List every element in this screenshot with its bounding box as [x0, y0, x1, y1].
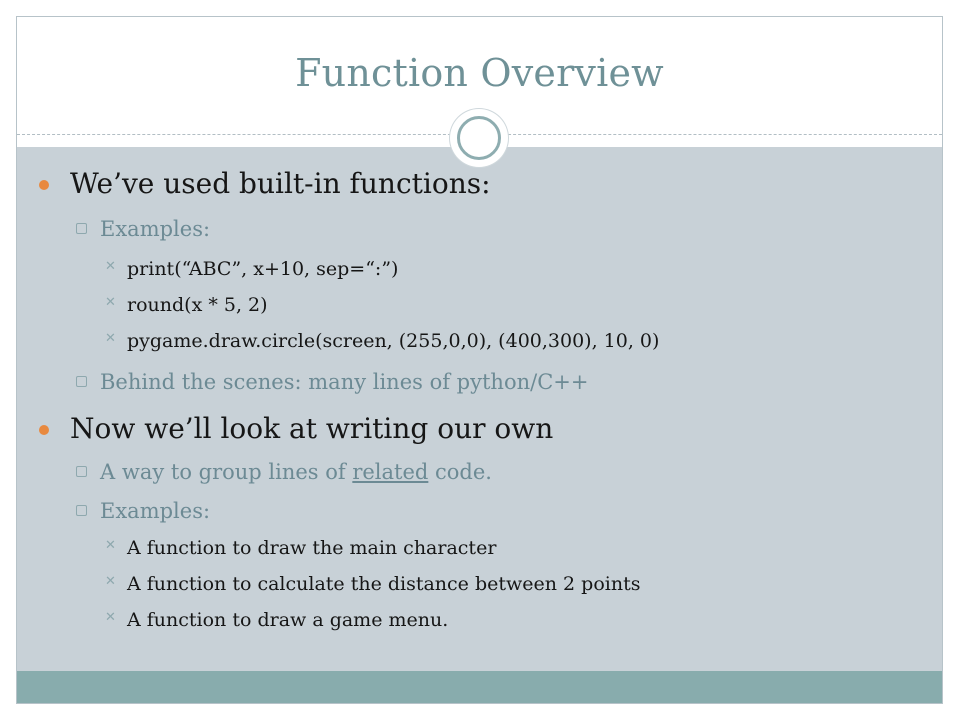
sub-bullet-text-end: code. — [428, 460, 492, 484]
example-text: A function to draw a game menu. — [127, 609, 449, 631]
x-bullet-icon: ✕ — [105, 538, 116, 553]
slide-title: Function Overview — [295, 51, 664, 95]
x-bullet-icon: ✕ — [105, 259, 116, 274]
bullet-dot-icon — [39, 425, 49, 435]
sub-bullet-examples — [100, 217, 210, 241]
example-item — [105, 537, 497, 559]
footer-bar — [17, 671, 942, 704]
example-text: print(“ABC”, x+10, sep=“:”) — [127, 258, 399, 280]
x-bullet-icon: ✕ — [105, 610, 116, 625]
example-item — [105, 573, 641, 595]
sub-bullet-group-lines — [100, 460, 492, 484]
sub-bullet-text: Behind the scenes: many lines of python/C++ — [100, 370, 589, 394]
bullet-writing-our-own — [70, 412, 553, 445]
sub-bullet-text: Examples: — [100, 217, 211, 241]
example-item — [105, 258, 399, 280]
bullet-text: Now we’ll look at writing our own — [70, 412, 554, 445]
example-item — [105, 330, 660, 352]
slide-frame — [16, 16, 943, 704]
example-text: round(x * 5, 2) — [127, 294, 268, 316]
ring-icon — [457, 116, 501, 160]
bullet-builtin-functions — [70, 167, 491, 200]
square-bullet-icon — [76, 505, 87, 516]
x-bullet-icon: ✕ — [105, 295, 116, 310]
sub-bullet-examples — [100, 499, 210, 523]
example-item — [105, 294, 268, 316]
example-item — [105, 609, 449, 631]
example-text: A function to draw the main character — [127, 537, 497, 559]
bullet-dot-icon — [39, 180, 49, 190]
sub-bullet-behind-scenes — [100, 370, 588, 394]
square-bullet-icon — [76, 376, 87, 387]
example-text: A function to calculate the distance between 2 points — [127, 573, 641, 595]
x-bullet-icon: ✕ — [105, 574, 116, 589]
square-bullet-icon — [76, 223, 87, 234]
example-text: pygame.draw.circle(screen, (255,0,0), (400,300), 10, 0) — [127, 330, 660, 352]
x-bullet-icon: ✕ — [105, 331, 116, 346]
sub-bullet-text: Examples: — [100, 499, 211, 523]
bullet-text: We’ve used built-in functions: — [70, 167, 491, 200]
sub-bullet-text-start: A way to group lines of — [100, 460, 353, 484]
underlined-word: related — [352, 460, 429, 484]
square-bullet-icon — [76, 466, 87, 477]
circle-ornament-icon — [450, 109, 508, 167]
